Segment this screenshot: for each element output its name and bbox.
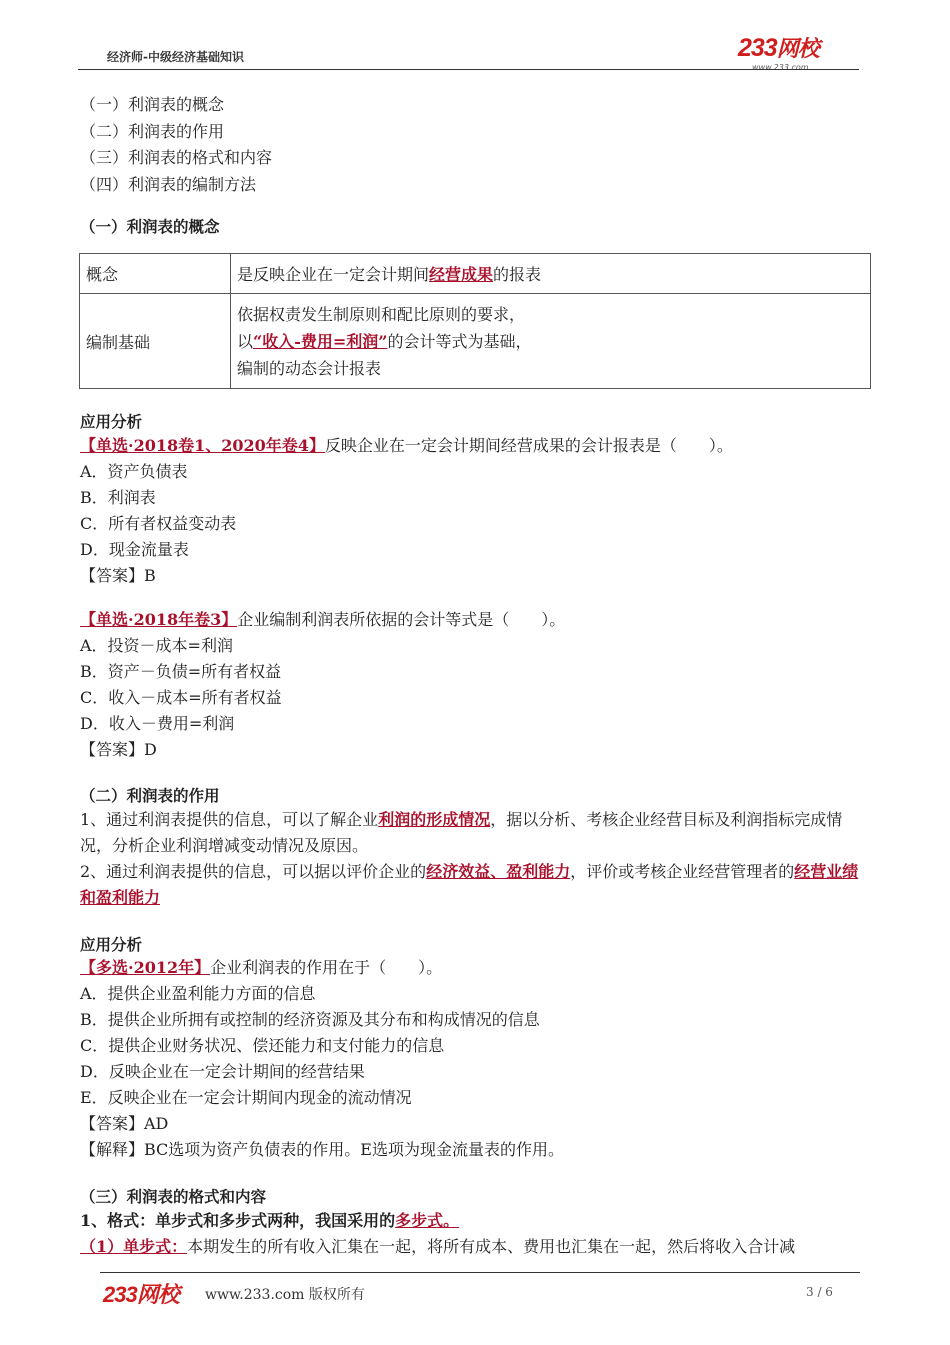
question-tag: 【单选·2018年卷3】 — [80, 610, 238, 629]
answer: 【答案】AD — [80, 1114, 169, 1133]
section-heading-function: （二）利润表的作用 — [80, 786, 220, 805]
footer-divider — [100, 1272, 860, 1273]
highlight-text: “收入-费用=利润” — [253, 331, 388, 351]
logo-brand-number: 233 — [738, 34, 777, 62]
table-cell-value: 依据权责发生制原则和配比原则的要求， 以“收入-费用=利润”的会计等式为基础， 编制的动态会计报表 — [231, 294, 871, 389]
option: C．所有者权益变动表 — [80, 514, 237, 533]
question-3 — [80, 955, 564, 1163]
logo-brand-name: 网校 — [776, 36, 819, 61]
table-row — [80, 294, 871, 389]
toc-item: （一）利润表的概念 — [80, 95, 225, 114]
question-stem: 企业编制利润表所依据的会计等式是（ ）。 — [237, 610, 566, 629]
table-cell-key: 概念 — [80, 254, 231, 294]
highlight-text: （1）单步式： — [80, 1237, 188, 1256]
explanation: 【解释】BC选项为资产负债表的作用。E选项为现金流量表的作用。 — [80, 1140, 564, 1159]
toc-item: （三）利润表的格式和内容 — [80, 148, 273, 167]
page-number: 3 / 6 — [806, 1285, 833, 1299]
option: D．现金流量表 — [80, 540, 189, 559]
analysis-heading: 应用分析 — [80, 935, 143, 954]
highlight-text: 经营业绩和盈利能力 — [80, 862, 859, 907]
highlight-text: 经营成果 — [429, 265, 494, 284]
toc-item: （二）利润表的作用 — [80, 121, 225, 141]
highlight-text: 多步式。 — [395, 1211, 460, 1230]
option: E．反映企业在一定会计期间内现金的流动情况 — [80, 1088, 412, 1107]
table-row — [80, 254, 871, 294]
header-divider — [78, 69, 859, 70]
section-heading-concept: （一）利润表的概念 — [80, 217, 220, 236]
single-step-line: （1）单步式：本期发生的所有收入汇集在一起，将所有成本、费用也汇集在一起，然后将收入合计减 — [80, 1237, 796, 1256]
section-heading-format: （三）利润表的格式和内容 — [80, 1187, 267, 1206]
table-cell-value: 是反映企业在一定会计期间经营成果的报表 — [231, 254, 871, 294]
format-line: 1、格式：单步式和多步式两种，我国采用的多步式。 — [80, 1211, 460, 1230]
question-tag: 【多选·2012年】 — [80, 958, 211, 977]
question-stem: 反映企业在一定会计期间经营成果的会计报表是（ ）。 — [324, 436, 733, 455]
analysis-heading: 应用分析 — [80, 412, 143, 431]
option: B．资产－负债=所有者权益 — [80, 662, 282, 681]
question-stem: 企业利润表的作用在于（ ）。 — [210, 958, 443, 977]
toc-item: （四）利润表的编制方法 — [80, 174, 257, 194]
concept-table — [79, 253, 871, 389]
option: C．提供企业财务状况、偿还能力和支付能力的信息 — [80, 1036, 445, 1055]
option: C．收入－成本=所有者权益 — [80, 688, 282, 707]
function-paragraph-1: 1、通过利润表提供的信息，可以了解企业利润的形成情况，据以分析、考核企业经营目标及利润指标完成情况，分析企业利润增减变动情况及原因。 — [80, 810, 843, 855]
option: A．提供企业盈利能力方面的信息 — [80, 984, 316, 1003]
table-cell-key: 编制基础 — [80, 294, 231, 389]
option: D．收入－费用=利润 — [80, 714, 235, 733]
option: B．提供企业所拥有或控制的经济资源及其分布和构成情况的信息 — [80, 1010, 540, 1029]
answer: 【答案】B — [80, 566, 156, 585]
question-2 — [80, 607, 565, 763]
question-tag: 【单选·2018卷1、2020年卷4】 — [80, 436, 325, 455]
option: D．反映企业在一定会计期间的经营结果 — [80, 1062, 365, 1081]
highlight-text: 利润的形成情况 — [378, 810, 491, 829]
question-1 — [80, 433, 733, 589]
answer: 【答案】D — [80, 740, 157, 759]
logo-url: www.233.com — [752, 63, 809, 72]
footer-logo: 233网校 — [103, 1282, 179, 1307]
option: B．利润表 — [80, 488, 156, 507]
highlight-text: 经济效益、盈利能力 — [426, 862, 571, 881]
table-of-contents — [80, 92, 272, 198]
document-header-title: 经济师-中级经济基础知识 — [107, 50, 244, 64]
option: A．资产负债表 — [80, 462, 188, 481]
function-paragraph-2: 2、通过利润表提供的信息，可以据以评价企业的经济效益、盈利能力，评价或考核企业经营管理者的经营业绩和盈利能力 — [80, 862, 859, 907]
footer-copyright: www.233.com 版权所有 — [205, 1287, 365, 1303]
option: A．投资－成本=利润 — [80, 636, 233, 655]
